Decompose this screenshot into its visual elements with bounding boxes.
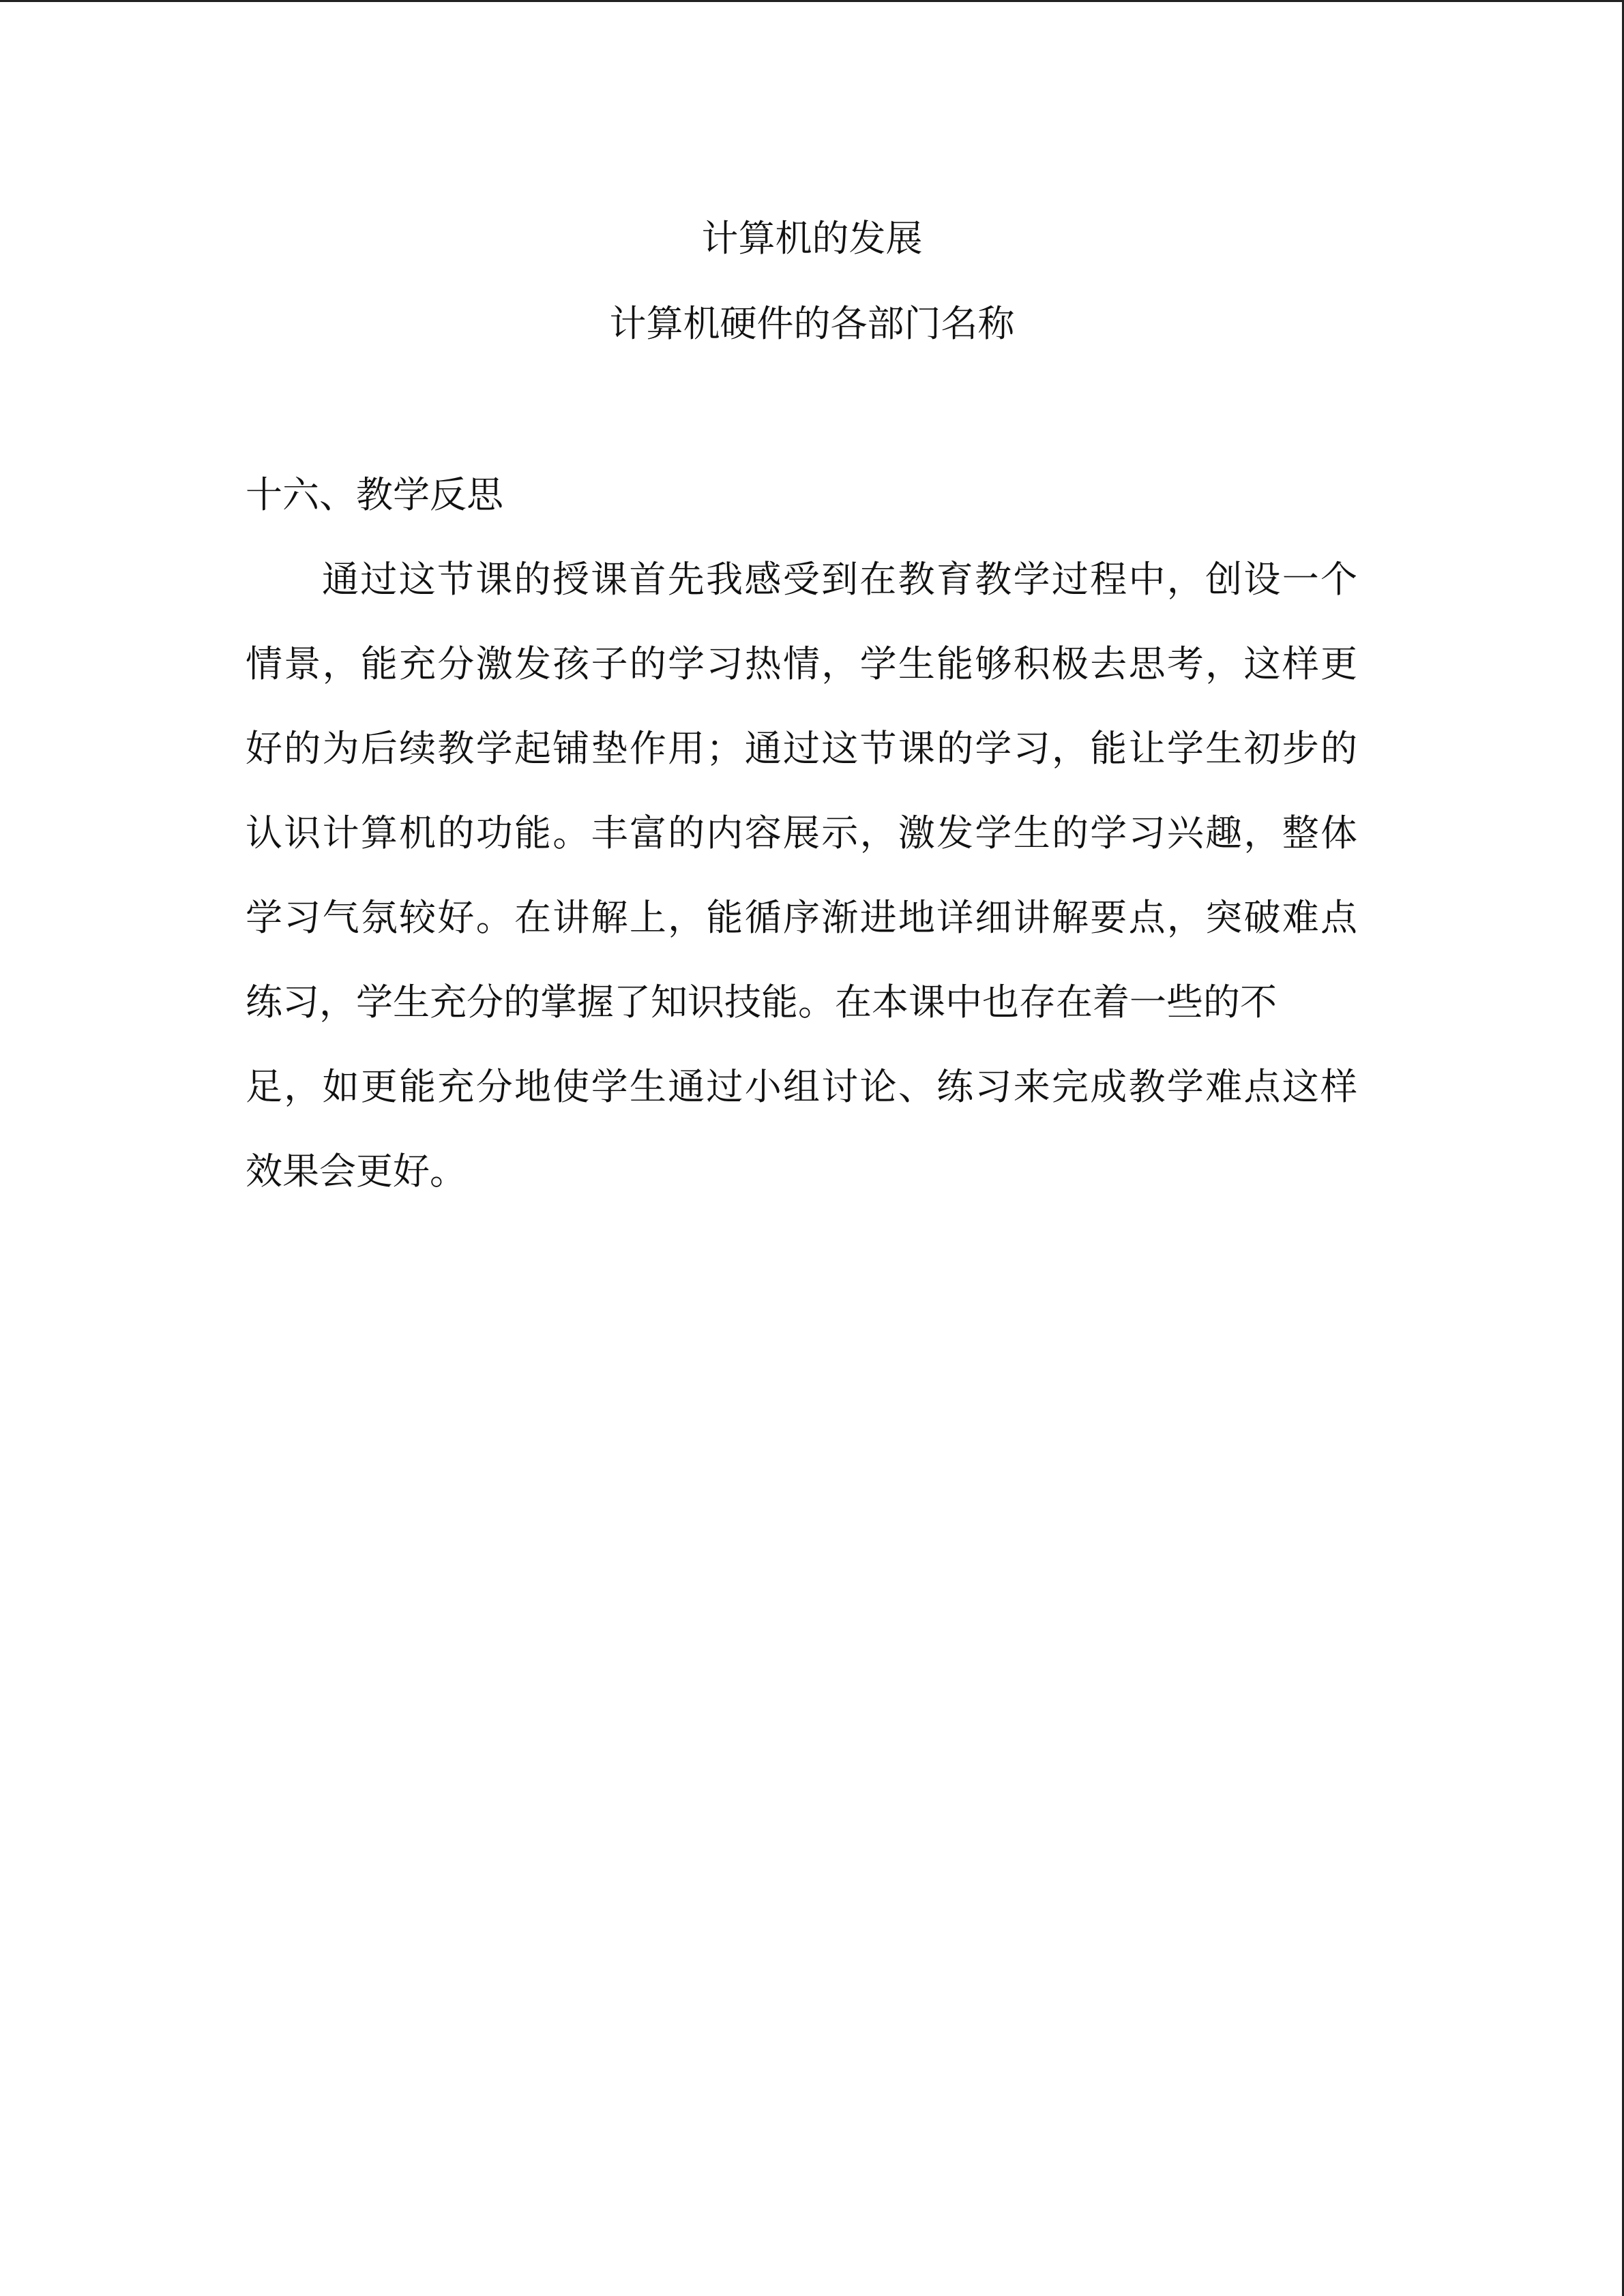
section-heading: 十六、教学反思 <box>246 473 503 516</box>
paragraph-line: 情景，能充分激发孩子的学习热情，学生能够积极去思考，这样更 <box>246 642 1357 685</box>
paragraph-line: 通过这节课的授课首先我感受到在教育教学过程中，创设一个 <box>322 558 1357 601</box>
paragraph-line: 认识计算机的功能。丰富的内容展示，激发学生的学习兴趣，整体 <box>246 811 1357 854</box>
paragraph-line: 好的为后续教学起铺垫作用；通过这节课的学习，能让学生初步的 <box>246 727 1357 770</box>
reflection-paragraph <box>246 556 1357 1232</box>
board-line-1: 计算机的发展 <box>701 217 923 260</box>
paragraph-line: 学习气氛较好。在讲解上，能循序渐进地详细讲解要点，突破难点 <box>246 896 1357 939</box>
paragraph-line: 足，如更能充分地使学生通过小组讨论、练习来完成教学难点这样 <box>246 1065 1357 1108</box>
board-line-2: 计算机硬件的各部门名称 <box>609 302 1015 345</box>
paragraph-line: 练习，学生充分的掌握了知识技能。在本课中也存在着一些的不 <box>246 981 1277 1024</box>
paragraph-line: 效果会更好。 <box>246 1150 467 1193</box>
